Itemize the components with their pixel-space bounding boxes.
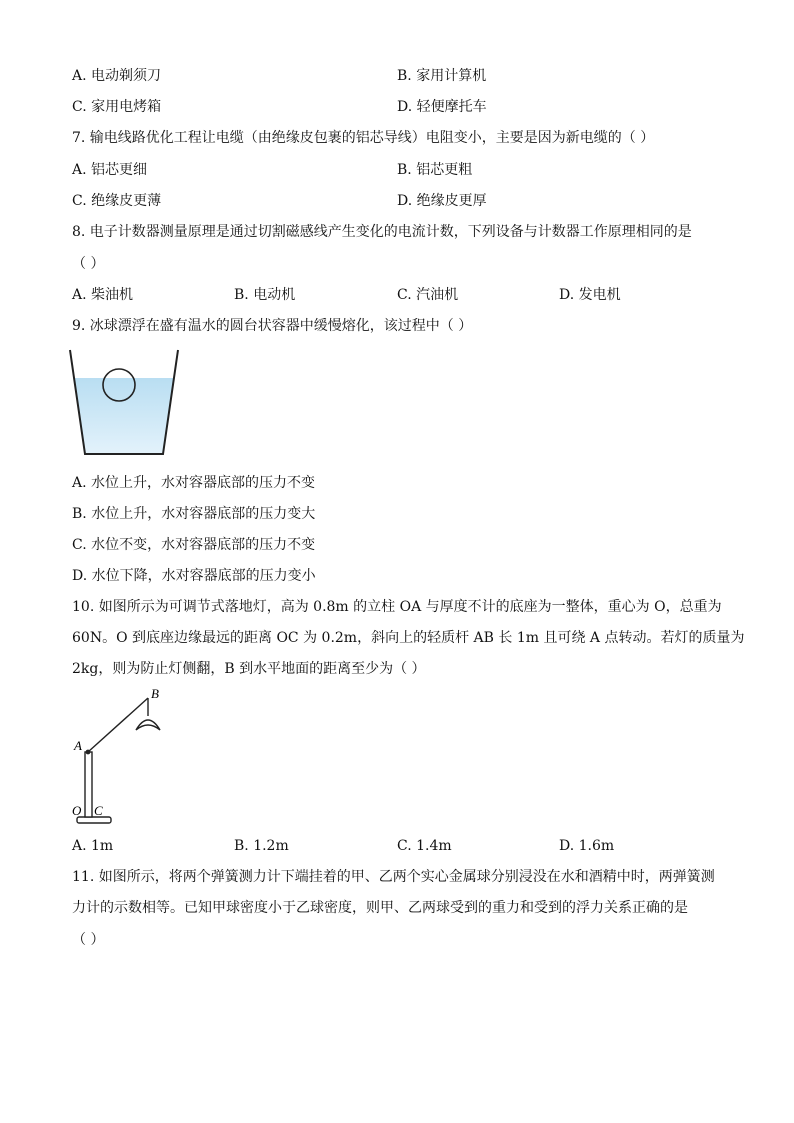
q10-option-a: A. 1m (72, 838, 114, 854)
q6-option-b: B. 家用计算机 (397, 68, 487, 84)
label-c: C (94, 803, 103, 818)
q10-option-b: B. 1.2m (234, 838, 289, 854)
q9-option-c: C. 水位不变，水对容器底部的压力不变 (72, 537, 316, 553)
q11-line-1: 11. 如图所示，将两个弹簧测力计下端挂着的甲、乙两个实心金属球分别浸没在水和酒精中时，两弹簧测 (72, 869, 715, 885)
label-a: A (74, 738, 82, 753)
q9-option-b: B. 水位上升，水对容器底部的压力变大 (72, 506, 316, 522)
lamp-shade (136, 720, 160, 730)
q8-option-a: A. 柴油机 (72, 287, 134, 303)
q10-line-3: 2kg，则为防止灯侧翻，B 到水平地面的距离至少为（ ） (72, 661, 426, 677)
q7-option-c: C. 绝缘皮更薄 (72, 193, 162, 209)
q6-option-c: C. 家用电烤箱 (72, 99, 162, 115)
label-o: O (72, 803, 82, 818)
q9-stem: 9. 冰球漂浮在盛有温水的圆台状容器中缓慢熔化，该过程中（ ） (72, 318, 473, 334)
q7-option-b: B. 铝芯更粗 (397, 162, 473, 178)
q11-line-2: 力计的示数相等。已知甲球密度小于乙球密度，则甲、乙两球受到的重力和受到的浮力关系正确的是 (72, 900, 688, 916)
q7-stem: 7. 输电线路优化工程让电缆（由绝缘皮包裹的铝芯导线）电阻变小，主要是因为新电缆的（ ） (72, 130, 655, 146)
q8-option-d: D. 发电机 (559, 287, 621, 303)
q8-option-c: C. 汽油机 (397, 287, 459, 303)
q10-line-1: 10. 如图所示为可调节式落地灯，高为 0.8m 的立柱 OA 与厚度不计的底座为一整体，重心为 O，总重为 (72, 599, 722, 615)
water-fill (74, 378, 174, 454)
q10-option-d: D. 1.6m (559, 838, 615, 854)
q7-option-d: D. 绝缘皮更厚 (397, 193, 487, 209)
label-b: B (151, 686, 159, 701)
q6-option-d: D. 轻便摩托车 (397, 99, 487, 115)
q10-option-c: C. 1.4m (397, 838, 452, 854)
container-figure (68, 348, 180, 458)
q8-stem: 8. 电子计数器测量原理是通过切割磁感线产生变化的电流计数，下列设备与计数器工作原理相同的是 (72, 224, 692, 240)
q9-option-a: A. 水位上升，水对容器底部的压力不变 (72, 475, 316, 491)
q11-paren: （ ） (72, 932, 105, 948)
q10-line-2: 60N。O 到底座边缘最远的距离 OC 为 0.2m，斜向上的轻质杆 AB 长 1m 且可绕 A 点转动。若灯的质量为 (72, 630, 745, 646)
q9-option-d: D. 水位下降，水对容器底部的压力变小 (72, 568, 316, 584)
q8-option-b: B. 电动机 (234, 287, 296, 303)
q7-option-a: A. 铝芯更细 (72, 162, 148, 178)
q6-option-a: A. 电动剃须刀 (72, 68, 162, 84)
q8-paren: （ ） (72, 256, 105, 272)
floor-lamp-figure (66, 686, 176, 830)
lamp-pillar (85, 752, 92, 817)
